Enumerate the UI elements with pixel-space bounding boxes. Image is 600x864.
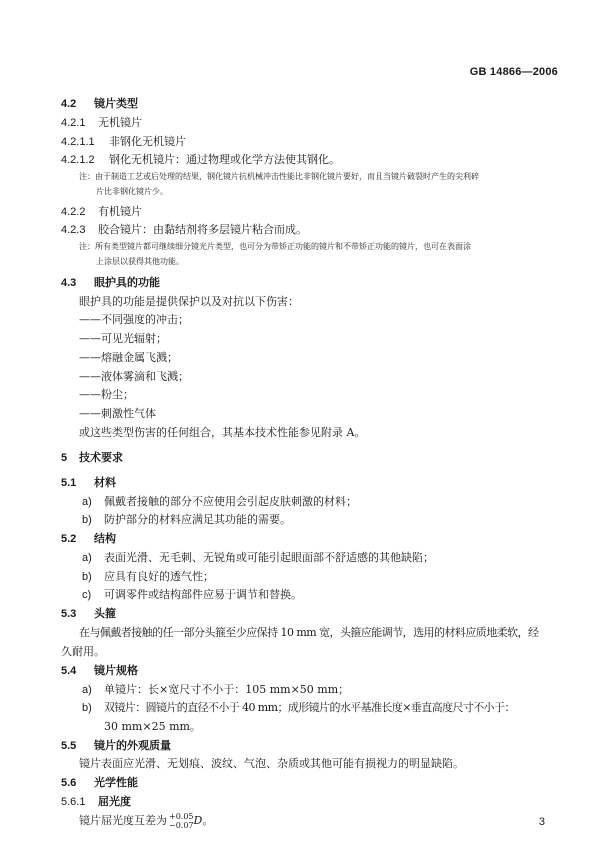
tolerance-upper: +0.05 [169,812,194,821]
section-5-1-item-b: 防护部分的材料应满足其功能的需要。 [104,513,291,526]
section-4-2-number: 4.2 [61,98,77,110]
tolerance-lower: −0.07 [169,821,194,830]
page-number: 3 [538,816,545,828]
section-5-4-title: 镜片规格 [94,664,138,677]
section-4-3-number: 4.3 [61,277,77,289]
section-5-2-item-a: 表面光滑、无毛刺、无锐角或可能引起眼面部不舒适感的其他缺陷； [104,551,434,564]
section-5-5-text: 镜片表面应光滑、无划痕、波纹、气泡、杂质或其他可能有损视力的明显缺陷。 [79,757,464,770]
diopter-tolerance [79,812,213,830]
section-4-3-outro: 或这些类型伤害的任何组合，其基本技术性能参见附录 A。 [79,426,366,439]
section-5-title: 技术要求 [79,451,123,464]
note-2-line-2: 上涂层以获得其他功能。 [96,257,184,266]
note-1-line-1: 注：由于制造工艺或后处理的结果，钢化镜片抗机械冲击性能比非钢化镜片要好，而且当镜片破裂时产生的尖利碎 [79,172,479,181]
section-4-2-3-text: 胶合镜片：由黏结剂将多层镜片粘合而成。 [98,223,307,236]
list-marker: c) [82,589,92,601]
section-5-2-item-c: 可调零件或结构部件应易于调节和替换。 [104,588,302,601]
section-5-6-1-title: 屈光度 [98,795,131,808]
section-5-2-item-b: 应具有良好的透气性； [104,570,214,583]
tolerance-stack [169,812,194,830]
section-5-1-title: 材料 [94,476,116,489]
section-4-2-1-2-number: 4.2.1.2 [61,154,95,166]
diopter-text: 镜片屈光度互差为 [79,814,167,827]
section-4-2-title: 镜片类型 [94,97,138,110]
section-5-2-title: 结构 [94,532,116,545]
section-5-number: 5 [61,452,68,464]
section-5-1-item-a: 佩戴者接触的部分不应使用会引起皮肤刺激的材料； [104,495,357,508]
list-marker: b) [82,514,92,526]
diopter-unit: D [193,814,203,827]
section-5-4-item-a: 单镜片：长×宽尺寸不小于：105 mm×50 mm； [104,683,350,696]
section-4-2-1-number: 4.2.1 [61,117,86,129]
hazard-item: ——不同强度的冲击； [79,313,189,326]
section-4-2-2-number: 4.2.2 [61,206,86,218]
section-4-2-3-number: 4.2.3 [61,224,86,236]
section-5-6-title: 光学性能 [94,776,138,789]
list-marker: b) [82,702,92,714]
sentence-end: 。 [202,814,214,827]
standard-number: GB 14866—2006 [469,66,558,78]
list-marker: a) [82,552,92,564]
hazard-item: ——熔融金属飞溅； [79,351,178,364]
section-5-3-line-1: 在与佩戴者接触的任一部分头箍至少应保持 10 mm 宽，头箍应能调节，选用的材料应质地柔软，经 [79,626,539,639]
section-5-6-number: 5.6 [61,777,77,789]
note-1-line-2: 片比非钢化镜片少。 [96,187,168,196]
section-5-4-item-b: 双镜片：圆镜片的直径不小于 40 mm；成形镜片的水平基准长度×垂直高度尺寸不小于： [104,701,515,714]
hazard-item: ——刺激性气体 [79,407,156,420]
section-4-2-1-title: 无机镜片 [98,116,142,129]
section-5-4-number: 5.4 [61,665,77,677]
section-4-2-1-1-title: 非钢化无机镜片 [109,135,186,148]
section-5-4-item-b-cont: 30 mm×25 mm。 [104,720,201,733]
list-marker: b) [82,571,92,583]
hazard-item: ——液体雾滴和飞溅； [79,370,189,383]
section-5-1-number: 5.1 [61,477,77,489]
section-4-2-1-1-number: 4.2.1.1 [61,136,95,148]
section-5-3-line-2: 久耐用。 [61,645,105,658]
section-4-2-1-2-text: 钢化无机镜片：通过物理或化学方法使其钢化。 [109,153,340,166]
section-5-3-title: 头箍 [94,607,116,620]
hazard-item: ——粉尘； [79,388,134,401]
section-5-3-number: 5.3 [61,608,77,620]
section-4-3-title: 眼护具的功能 [94,276,160,289]
hazard-item: ——可见光辐射； [79,332,167,345]
list-marker: a) [82,684,92,696]
section-5-2-number: 5.2 [61,533,77,545]
section-5-5-number: 5.5 [61,740,77,752]
section-5-5-title: 镜片的外观质量 [94,739,171,752]
section-4-3-intro: 眼护具的功能是提供保护以及对抗以下伤害： [79,295,299,308]
note-2-line-1: 注：所有类型镜片都可继续细分镜光片类型，也可分为带矫正功能的镜片和不带矫正功能的镜片，也可在表面涂 [79,242,471,251]
section-4-2-2-title: 有机镜片 [98,205,142,218]
section-5-6-1-number: 5.6.1 [61,796,86,808]
list-marker: a) [82,496,92,508]
